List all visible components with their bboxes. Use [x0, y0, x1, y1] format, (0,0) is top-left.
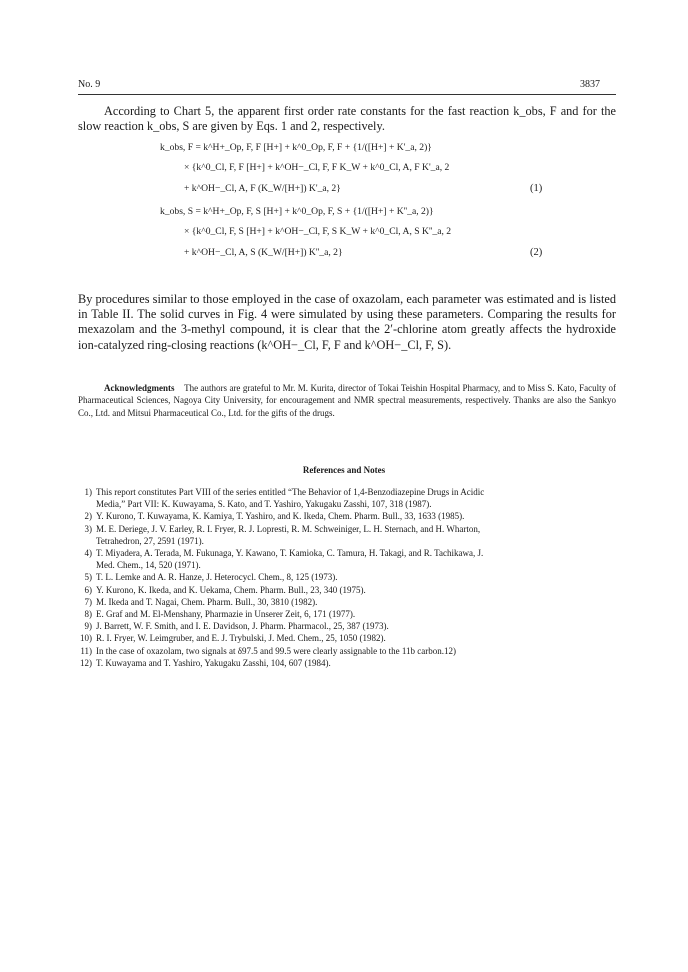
paragraph-rate-constants: According to Chart 5, the apparent first order rate constants for the fast reaction k_obs, F and for the slow reaction k_obs, S are given by Eqs. 1 and 2, respectively. — [78, 104, 616, 134]
equation-2-line-3: + k^OH−_Cl, A, S (K_W/[H+]) K''_a, 2} — [184, 247, 343, 258]
references-list — [78, 486, 616, 669]
reference-item — [78, 486, 616, 510]
reference-text: M. E. Deriege, J. V. Earley, R. I. Fryer, R. J. Lopresti, R. M. Schweiniger, L. H. Sternach, and H. Wharton, — [96, 523, 481, 534]
reference-item — [78, 596, 616, 608]
reference-text: T. L. Lemke and A. R. Hanze, J. Heterocycl. Chem., 8, 125 (1973). — [96, 572, 338, 583]
page-number: 3837 — [580, 79, 600, 90]
reference-item — [78, 645, 616, 657]
equation-2-number: (2) — [530, 247, 543, 258]
equation-2-line-1: k_obs, S = k^H+_Op, F, S [H+] + k^0_Op, F, S + {1/([H+] + K''_a, 2)} — [160, 206, 434, 217]
reference-text: This report constitutes Part VIII of the series entitled “The Behavior of 1,4-Benzodiazepine Drugs in Acidic — [96, 487, 485, 497]
reference-item — [78, 608, 616, 620]
reference-item — [78, 657, 616, 669]
acknowledgments — [78, 382, 616, 419]
reference-text: J. Barrett, W. F. Smith, and I. E. Davidson, J. Pharm. Pharmacol., 25, 387 (1973). — [96, 621, 389, 632]
reference-item — [78, 620, 616, 632]
reference-number: 5) — [84, 572, 92, 583]
reference-item — [78, 571, 616, 583]
reference-number: 8) — [84, 609, 92, 620]
reference-item — [78, 510, 616, 522]
reference-text: In the case of oxazolam, two signals at δ97.5 and 99.5 were clearly assignable to the 11b carbon.12) — [96, 645, 457, 656]
reference-item — [78, 584, 616, 596]
reference-number: 6) — [84, 584, 92, 595]
reference-number: 7) — [84, 596, 92, 607]
header-rule — [78, 94, 616, 95]
reference-item — [78, 547, 616, 571]
acknowledgments-text: The authors are grateful to Mr. M. Kurita, director of Tokai Teishin Hospital Pharmacy, and to Miss S. Kato, Faculty of Pharmaceutical Sciences, Nagoya City University, for encouragement and NMR spectral measurements, respectively. Thanks are also the Sankyo Co., Ltd. and Mitsui Pharmaceutical Co., Ltd. for the gifts of the drugs. — [78, 383, 616, 418]
reference-number: 11) — [80, 645, 92, 656]
reference-text: Y. Kurono, K. Ikeda, and K. Uekama, Chem. Pharm. Bull., 23, 340 (1975). — [96, 584, 366, 595]
reference-text: E. Graf and M. El-Menshany, Pharmazie in Unserer Zeit, 6, 171 (1977). — [96, 609, 356, 620]
equation-1-number: (1) — [530, 183, 543, 194]
reference-number: 10) — [80, 633, 92, 644]
reference-text-continued: Tetrahedron, 27, 2591 (1971). — [96, 535, 204, 546]
reference-text-continued: Med. Chem., 14, 520 (1971). — [96, 560, 201, 571]
reference-text-continued: Media,” Part VII: K. Kuwayama, S. Kato, and T. Yashiro, Yakugaku Zasshi, 107, 318 (1987). — [96, 499, 432, 510]
reference-text: R. I. Fryer, W. Leimgruber, and E. J. Trybulski, J. Med. Chem., 25, 1050 (1982). — [96, 633, 386, 644]
reference-number: 2) — [84, 511, 92, 522]
equation-1-line-1: k_obs, F = k^H+_Op, F, F [H+] + k^0_Op, F, F + {1/([H+] + K'_a, 2)} — [160, 142, 432, 153]
reference-number: 3) — [84, 523, 92, 534]
reference-text: M. Ikeda and T. Nagai, Chem. Pharm. Bull., 30, 3810 (1982). — [96, 596, 318, 607]
acknowledgments-title: Acknowledgments — [104, 383, 175, 393]
reference-text: Y. Kurono, T. Kuwayama, K. Kamiya, T. Yashiro, and K. Ikeda, Chem. Pharm. Bull., 33, 1633 (1985). — [96, 511, 465, 522]
journal-issue: No. 9 — [78, 79, 101, 90]
paragraph-parameters: By procedures similar to those employed in the case of oxazolam, each parameter was estimated and is listed in Table II. The solid curves in Fig. 4 were simulated by using these parameters. Comparing the results for mexazolam and the 3-methyl compound, it is clear that the 2′-chlorine atom greatly affects the hydroxide ion-catalyzed ring-closing reactions (k^OH−_Cl, F, F and k^OH−_Cl, F, S). — [78, 292, 616, 352]
reference-text: T. Kuwayama and T. Yashiro, Yakugaku Zasshi, 104, 607 (1984). — [96, 657, 331, 668]
equation-1-line-2: × {k^0_Cl, F, F [H+] + k^OH−_Cl, F, F K_W + k^0_Cl, A, F K'_a, 2 — [184, 162, 450, 173]
reference-number: 4) — [84, 548, 92, 559]
reference-item — [78, 523, 616, 547]
reference-item — [78, 632, 616, 644]
equation-2-line-2: × {k^0_Cl, F, S [H+] + k^OH−_Cl, F, S K_W + k^0_Cl, A, S K''_a, 2 — [184, 226, 452, 237]
reference-text: T. Miyadera, A. Terada, M. Fukunaga, Y. Kawano, T. Kamioka, C. Tamura, H. Takagi, and R. Tachikawa, J. — [96, 548, 484, 559]
references-title: References and Notes — [302, 465, 386, 475]
equation-1-line-3: + k^OH−_Cl, A, F (K_W/[H+]) K'_a, 2} — [184, 183, 341, 194]
reference-number: 9) — [84, 621, 92, 632]
reference-number: 1) — [84, 487, 92, 497]
reference-number: 12) — [80, 657, 92, 668]
